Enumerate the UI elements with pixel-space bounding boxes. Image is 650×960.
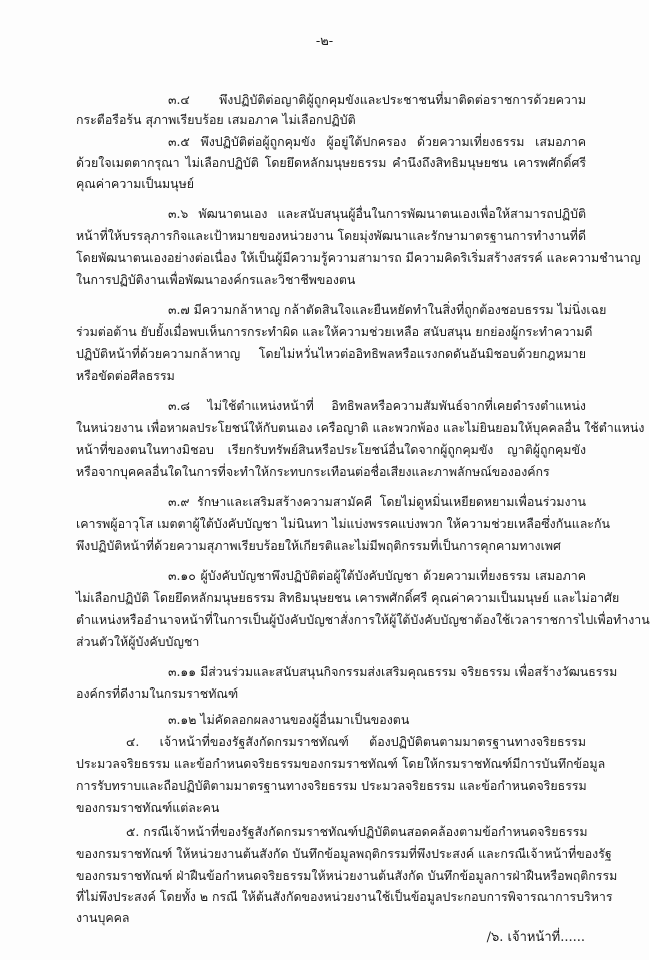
paragraph-line: ๕. กรณีเจ้าหน้าที่ของรัฐสังกัดกรมราชทัณฑ์ปฏิบัติตนสอดคล้องตามข้อกำหนดจริยธรรม (126, 824, 588, 839)
paragraph-line: คุณค่าความเป็นมนุษย์ (76, 176, 195, 191)
paragraph-line: การรับทราบและถือปฏิบัติตามมาตรฐานทางจริยธรรม ประมวลจริยธรรม และข้อกำหนดจริยธรรม (76, 778, 587, 793)
paragraph-line: ๓.๖ พัฒนาตนเอง และสนับสนุนผู้อื่นในการพัฒนาตนเองเพื่อให้สามารถปฏิบัติ (168, 206, 586, 221)
continuation-marker: /๖. เจ้าหน้าที่...... (486, 930, 585, 945)
paragraph-line: ๓.๙ รักษาและเสริมสร้างความสามัคคี โดยไม่ดูหมิ่นเหยียดหยามเพื่อนร่วมงาน (168, 494, 586, 509)
paragraph-line: หน้าที่ของตนในทางมิชอบ เรียกรับทรัพย์สินหรือประโยชน์อื่นใดจากผู้ถูกคุมขัง ญาติผู้ถูกคุมขัง (76, 442, 586, 457)
paragraph-line: ๓.๘ ไม่ใช้ตำแหน่งหน้าที่ อิทธิพลหรือความสัมพันธ์จากที่เคยดำรงตำแหน่ง (168, 398, 586, 413)
paragraph-line: ๓.๑๐ ผู้บังคับบัญชาพึงปฏิบัติต่อผู้ใต้บังคับบัญชา ด้วยความเที่ยงธรรม เสมอภาค (168, 568, 586, 583)
paragraph-line: ของกรมราชทัณฑ์แต่ละคน (76, 800, 220, 815)
paragraph-line: ประมวลจริยธรรม และข้อกำหนดจริยธรรมของกรมราชทัณฑ์ โดยให้กรมราชทัณฑ์มีการบันทึกข้อมูล (76, 756, 606, 771)
paragraph-line: ในการปฏิบัติงานเพื่อพัฒนาองค์กรและวิชาชีพของตน (76, 272, 356, 287)
paragraph-line: ๔. เจ้าหน้าที่ของรัฐสังกัดกรมราชทัณฑ์ ต้องปฏิบัติตนตามมาตรฐานทางจริยธรรม (126, 734, 586, 749)
paragraph-line: ของกรมราชทัณฑ์ ให้หน่วยงานต้นสังกัด บันทึกข้อมูลพฤติกรรมที่พึงประสงค์ และกรณีเจ้าหน้าที่ของรัฐ (76, 846, 612, 861)
paragraph-line: องค์กรที่ดีงามในกรมราชทัณฑ์ (76, 686, 239, 701)
paragraph-line: ๓.๑๒ ไม่คัดลอกผลงานของผู้อื่นมาเป็นของตน (168, 712, 410, 727)
paragraph-line: ตำแหน่งหรืออำนาจหน้าที่ในการเป็นผู้บังคับบัญชาสั่งการให้ผู้ใต้บังคับบัญชาต้องใช้เวลาราชการไปเพื่อทำงาน (76, 612, 650, 627)
paragraph-line: ส่วนตัวให้ผู้บังคับบัญชา (76, 634, 200, 649)
paragraph-line: ๓.๑๑ มีส่วนร่วมและสนับสนุนกิจกรรมส่งเสริมคุณธรรม จริยธรรม เพื่อสร้างวัฒนธรรม (168, 664, 618, 679)
paragraph-line: ที่ไม่พึงประสงค์ โดยทั้ง ๒ กรณี ให้ต้นสังกัดของหน่วยงานใช้เป็นข้อมูลประกอบการพิจารณาการบริหาร (76, 889, 613, 904)
paragraph-line: หรือจากบุคคลอื่นใดในการที่จะทำให้กระทบกระเทือนต่อชื่อเสียงและภาพลักษณ์ขององค์กร (76, 464, 550, 479)
paragraph-line: ของกรมราชทัณฑ์ ฝ่าฝืนข้อกำหนดจริยธรรมให้หน่วยงานต้นสังกัด บันทึกข้อมูลการฝ่าฝืนหรือพฤติกรรม (76, 868, 618, 883)
paragraph-line: ปฏิบัติหน้าที่ด้วยความกล้าหาญ โดยไม่หวั่นไหวต่ออิทธิพลหรือแรงกดดันอันมิชอบด้วยกฎหมาย (76, 346, 586, 361)
paragraph-line: ในหน่วยงาน เพื่อหาผลประโยชน์ให้กับตนเอง เครือญาติ และพวกพ้อง และไม่ยินยอมให้บุคคลอื่น ใช้ตำแหน่ง (76, 420, 645, 435)
paragraph-line: ร่วมต่อต้าน ยับยั้งเมื่อพบเห็นการกระทำผิด และให้ความช่วยเหลือ สนับสนุน ยกย่องผู้กระทำความดี (76, 324, 593, 339)
paragraph-line: กระตือรือร้น สุภาพเรียบร้อย เสมอภาค ไม่เลือกปฏิบัติ (76, 112, 356, 127)
paragraph-line: พึงปฏิบัติหน้าที่ด้วยความสุภาพเรียบร้อยให้เกียรติและไม่มีพฤติกรรมที่เป็นการคุกคามทางเพศ (76, 538, 561, 553)
paragraph-line: ๓.๕ พึงปฏิบัติต่อผู้ถูกคุมขัง ผู้อยู่ใต้ปกครอง ด้วยความเที่ยงธรรม เสมอภาค (168, 134, 586, 149)
paragraph-line: ๓.๔ พึงปฏิบัติต่อญาติผู้ถูกคุมขังและประชาชนที่มาติดต่อราชการด้วยความ (168, 92, 586, 107)
paragraph-line: เคารพผู้อาวุโส เมตตาผู้ใต้บังคับบัญชา ไม่นินทา ไม่แบ่งพรรคแบ่งพวก ให้ความช่วยเหลือซึ่งกันและกัน (76, 516, 610, 531)
paragraph-line: ด้วยใจเมตตากรุณา ไม่เลือกปฏิบัติ โดยยึดหลักมนุษยธรรม คำนึงถึงสิทธิมนุษยชน เคารพศักดิ์ศรี (76, 155, 586, 170)
paragraph-line: หรือขัดต่อศีลธรรม (76, 368, 175, 383)
page-number: -๒- (315, 34, 334, 49)
paragraph-line: หน้าที่ให้บรรลุภารกิจและเป้าหมายของหน่วยงาน โดยมุ่งพัฒนาและรักษามาตรฐานการทำงานที่ดี (76, 228, 586, 243)
paragraph-line: ๓.๗ มีความกล้าหาญ กล้าตัดสินใจและยืนหยัดทำในสิ่งที่ถูกต้องชอบธรรม ไม่นิ่งเฉย (168, 302, 607, 317)
paragraph-line: งานบุคคล (76, 910, 130, 925)
paragraph-line: โดยพัฒนาตนเองอย่างต่อเนื่อง ให้เป็นผู้มีความรู้ความสามารถ มีความคิดริเริ่มสร้างสรรค์ และความชำนาญ (76, 250, 641, 265)
paragraph-line: ไม่เลือกปฏิบัติ โดยยึดหลักมนุษยธรรม สิทธิมนุษยชน เคารพศักดิ์ศรี คุณค่าความเป็นมนุษย์ และไม่อาศัย (76, 590, 620, 605)
